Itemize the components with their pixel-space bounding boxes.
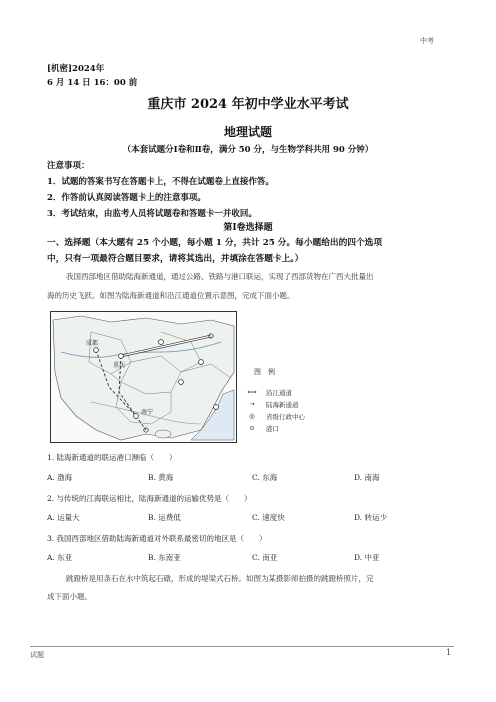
map-label-nanning: 南宁 bbox=[141, 409, 154, 416]
map-label-chengdu: 成都 bbox=[86, 340, 99, 347]
question-option: A. 东亚 bbox=[47, 553, 73, 562]
question-option: A. 渤海 bbox=[47, 473, 73, 482]
legend-item bbox=[244, 422, 305, 434]
legend-item bbox=[244, 410, 305, 422]
map-label-chongqing: 重庆 bbox=[113, 362, 126, 369]
page-number: 1 bbox=[446, 648, 452, 657]
passage-text: 我国西部地区借助陆海新通道，通过公路、铁路与港口联运，实现了西部货物在广西大批量出 bbox=[66, 272, 374, 281]
legend-label: 陆海新通道 bbox=[266, 400, 299, 409]
map-drawing bbox=[51, 312, 236, 442]
passage-text: 跳蹬桥是用条石在水中筑起石礅，形成的堤梁式石桥。如图为某摄影师拍摄的跳蹬桥照片，完 bbox=[66, 574, 374, 583]
question-stem: 1. 陆海新通道的联运港口濒临（ ） bbox=[47, 453, 177, 462]
section-instruction: 一、选择题（本大题有 25 个小题，每小题 1 分，共计 25 分。每小题给出的四个选项 bbox=[47, 238, 383, 248]
header-label: 中考 bbox=[420, 37, 434, 45]
section-instruction: 中，只有一项最符合题目要求，请将其选出，并填涂在答题卡上。） bbox=[47, 254, 304, 264]
exam-subtitle: （本套试题分Ⅰ卷和Ⅱ卷，满分 50 分，与生物学科共用 90 分钟） bbox=[122, 145, 374, 155]
exam-title: 重庆市 2024 年初中学业水平考试 bbox=[147, 97, 349, 112]
notes-heading: 注意事项： bbox=[47, 161, 90, 171]
capital-marker bbox=[179, 380, 184, 385]
passage-text: 海的历史飞跃。如图为陆海新通道和沿江通道位置示意图，完成下面小题。 bbox=[47, 291, 295, 300]
island bbox=[155, 430, 171, 438]
province-outline bbox=[53, 316, 234, 440]
dashed-arrow-icon: ⇢ bbox=[249, 400, 255, 408]
deadline-label: 6 月 14 日 16：00 前 bbox=[47, 78, 138, 88]
question-option: C. 东海 bbox=[252, 473, 278, 482]
legend-title: 图 例 bbox=[254, 368, 275, 376]
question-stem: 3. 我国西部地区借助陆海新通道对外联系最密切的地区是（ ） bbox=[47, 534, 267, 543]
question-option: A. 运量大 bbox=[47, 513, 80, 522]
capital-marker bbox=[134, 414, 139, 419]
notes-item: 1．试题的答案书写在答题卡上，不得在试题卷上直接作答。 bbox=[47, 177, 274, 187]
legend-label: 沿江通道 bbox=[266, 388, 292, 397]
notes-item: 2．作答前认真阅读答题卡上的注意事项。 bbox=[47, 193, 206, 203]
question-option: D. 转运少 bbox=[354, 513, 388, 522]
map-legend bbox=[244, 366, 305, 434]
question-option: B. 黄海 bbox=[148, 473, 174, 482]
capital-icon: ◎ bbox=[249, 412, 255, 420]
capital-marker bbox=[214, 405, 219, 410]
exam-subject: 地理试题 bbox=[223, 125, 272, 139]
legend-item bbox=[244, 398, 305, 410]
footer-divider bbox=[30, 646, 454, 647]
footer-label: 试题 bbox=[30, 651, 44, 659]
capital-marker bbox=[159, 340, 164, 345]
port-icon: ⊙ bbox=[249, 424, 255, 432]
question-option: B. 运费低 bbox=[148, 513, 181, 522]
legend-label: 港口 bbox=[266, 424, 279, 433]
legend-item bbox=[244, 386, 305, 398]
passage-text: 成下面小题。 bbox=[47, 592, 92, 601]
question-option: D. 南海 bbox=[354, 473, 380, 482]
legend-label: 省级行政中心 bbox=[266, 412, 305, 421]
double-line-icon: ⟺ bbox=[247, 388, 257, 396]
question-option: D. 中亚 bbox=[354, 553, 380, 562]
capital-marker bbox=[199, 360, 204, 365]
question-option: B. 东南亚 bbox=[148, 553, 181, 562]
secret-label: [机密]2024年 bbox=[47, 64, 105, 74]
question-stem: 2. 与传统的江海联运相比，陆海新通道的运输优势是（ ） bbox=[47, 494, 252, 503]
section-title: 第Ⅰ卷选择题 bbox=[223, 223, 273, 233]
capital-marker bbox=[94, 348, 99, 353]
question-option: C. 南亚 bbox=[252, 553, 278, 562]
channel-map bbox=[50, 311, 237, 443]
notes-item: 3．考试结束，由监考人员将试题卷和答题卡一并收回。 bbox=[47, 209, 257, 219]
capital-marker bbox=[119, 354, 124, 359]
question-option: C. 速度快 bbox=[252, 513, 285, 522]
